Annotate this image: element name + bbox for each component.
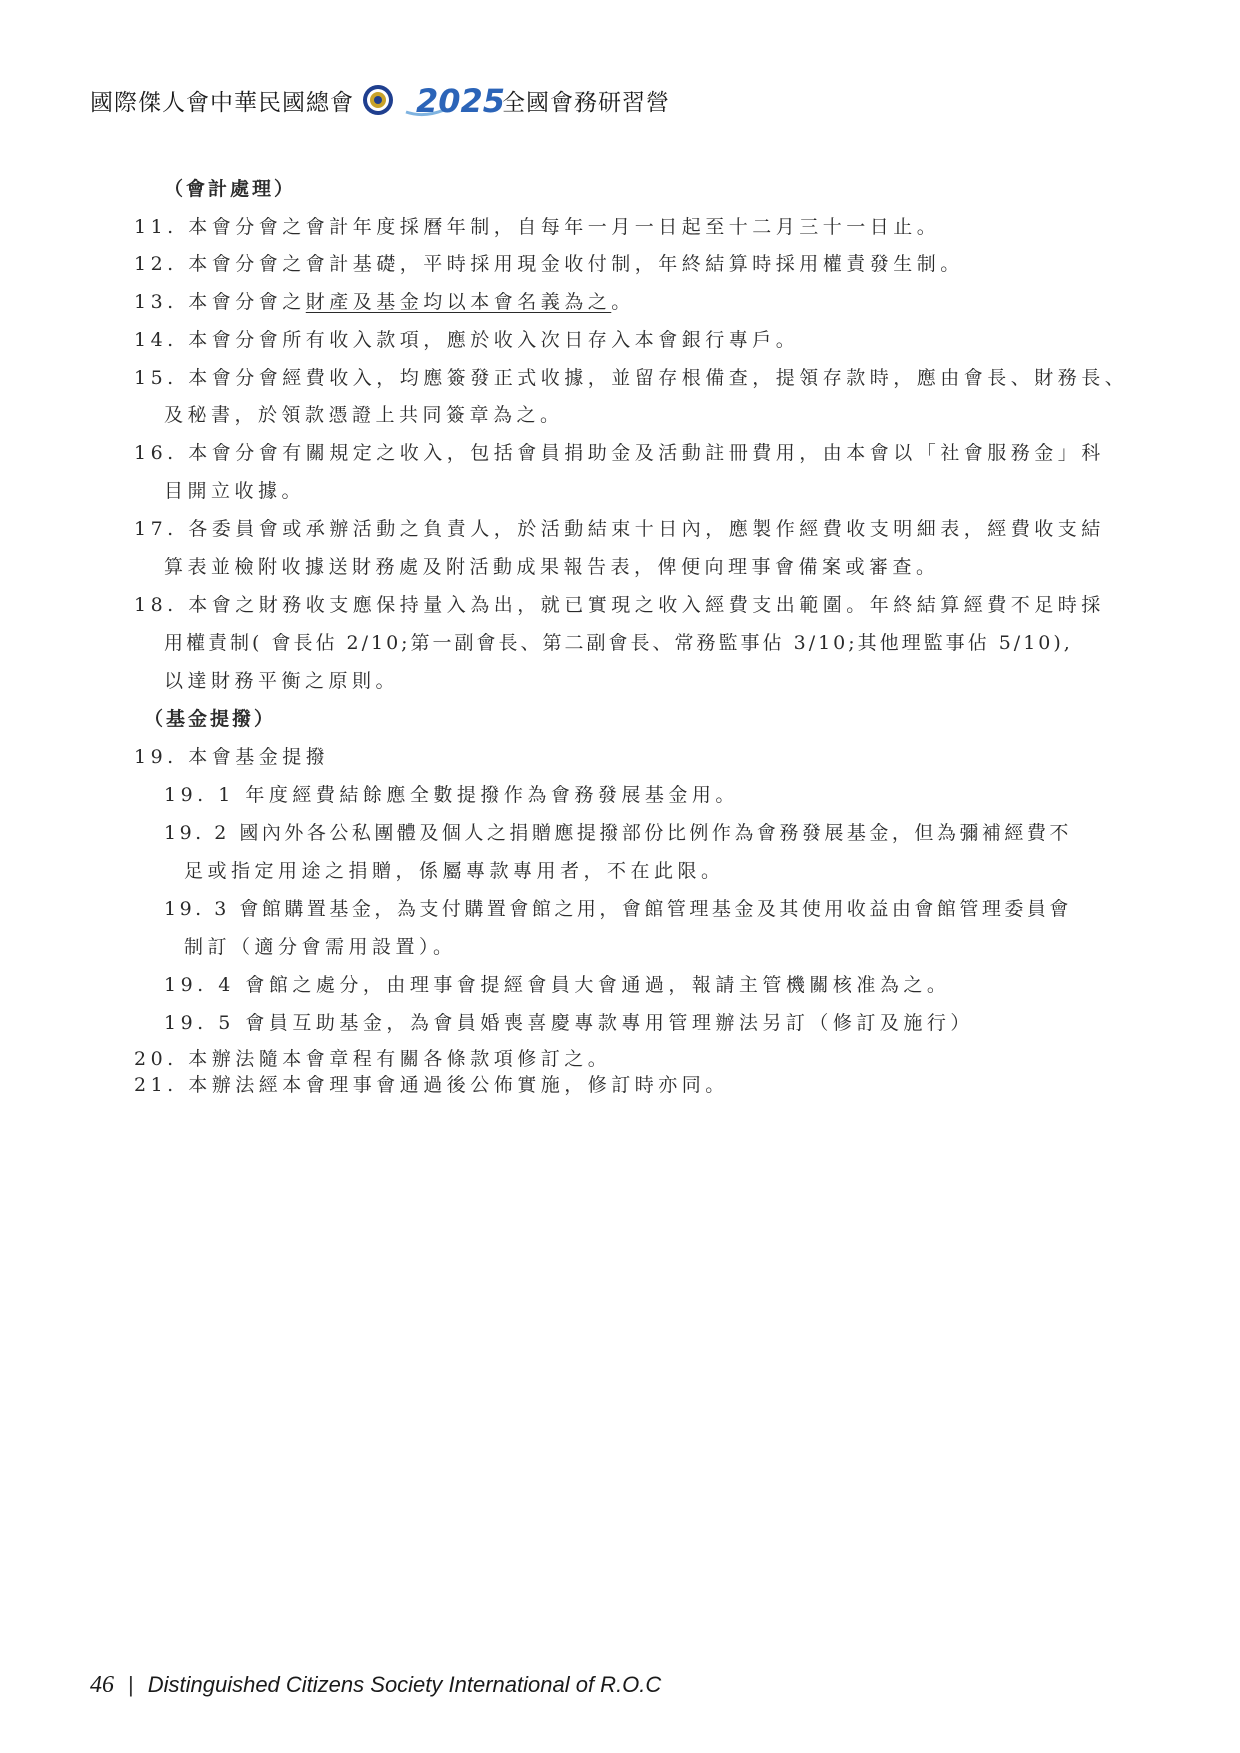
year-logo bbox=[404, 78, 506, 122]
clause-18-line2: 用權責制( 會長佔 2/10;第一副會長、第二副會長、常務監事佔 3/10;其他理監事佔 5/10), bbox=[164, 632, 1073, 654]
clause-13 bbox=[134, 289, 635, 315]
clause-19-3-line1: 19. 3 會館購置基金，為支付購置會館之用，會館管理基金及其使用收益由會館管理委員會 bbox=[164, 898, 1072, 920]
clause-16-line1: 16. 本會分會有關規定之收入，包括會員捐助金及活動註冊費用，由本會以「社會服務金」科 bbox=[134, 442, 1105, 464]
clause-21: 21. 本辦法經本會理事會通過後公佈實施，修訂時亦同。 bbox=[134, 1074, 729, 1096]
event-name: 全國會務研習營 bbox=[502, 89, 670, 116]
clause-19-5: 19. 5 會員互助基金，為會員婚喪喜慶專款專用管理辦法另訂（修訂及施行） bbox=[164, 1012, 974, 1034]
clause-13-text-a: 13. 本會分會之 bbox=[134, 291, 306, 313]
clause-19-2-line2: 足或指定用途之捐贈，係屬專款專用者，不在此限。 bbox=[184, 860, 725, 882]
org-name: 國際傑人會中華民國總會 bbox=[90, 89, 354, 116]
clause-19-4: 19. 4 會館之處分，由理事會提經會員大會通過，報請主管機關核准為之。 bbox=[164, 974, 951, 996]
footer-separator: | bbox=[128, 1672, 134, 1697]
year-logo-text: 2025 bbox=[416, 82, 506, 120]
clause-20: 20. 本辦法隨本會章程有關各條款項修訂之。 bbox=[134, 1048, 612, 1070]
clause-11: 11. 本會分會之會計年度採曆年制，自每年一月一日起至十二月三十一日止。 bbox=[134, 216, 941, 238]
clause-13-underlined: 財產及基金均以本會名義為之 bbox=[305, 291, 612, 313]
clause-15-line2: 及秘書，於領款憑證上共同簽章為之。 bbox=[164, 404, 564, 426]
clause-16-line2: 目開立收據。 bbox=[164, 480, 306, 502]
page-number: 46 bbox=[90, 1672, 114, 1698]
clause-19: 19. 本會基金提撥 bbox=[134, 746, 330, 768]
clause-17-line2: 算表並檢附收據送財務處及附活動成果報告表，俾便向理事會備案或審查。 bbox=[164, 556, 940, 578]
page-footer bbox=[90, 1672, 661, 1699]
footer-org-name: Distinguished Citizens Society International of R.O.C bbox=[147, 1672, 662, 1697]
clause-13-text-b: 。 bbox=[611, 291, 635, 313]
society-emblem-icon bbox=[362, 84, 394, 116]
clause-18-line1: 18. 本會之財務收支應保持量入為出，就已實現之收入經費支出範圍。年終結算經費不足時採 bbox=[134, 594, 1105, 616]
clause-19-3-line2: 制訂（適分會需用設置）。 bbox=[184, 936, 457, 958]
clause-17-line1: 17. 各委員會或承辦活動之負責人，於活動結束十日內，應製作經費收支明細表，經費收支結 bbox=[134, 518, 1105, 540]
clause-18-line3: 以達財務平衡之原則。 bbox=[164, 670, 400, 692]
clause-19-1: 19. 1 年度經費結餘應全數提撥作為會務發展基金用。 bbox=[164, 784, 739, 806]
section-heading-fund: （基金提撥） bbox=[144, 708, 277, 730]
section-heading-accounting: （會計處理） bbox=[164, 178, 297, 200]
clause-15-line1: 15. 本會分會經費收入，均應簽發正式收據，並留存根備查，提領存款時，應由會長、財務長、 bbox=[134, 367, 1129, 389]
clause-12: 12. 本會分會之會計基礎，平時採用現金收付制，年終結算時採用權責發生制。 bbox=[134, 253, 964, 275]
clause-19-2-line1: 19. 2 國內外各公私團體及個人之捐贈應提撥部份比例作為會務發展基金，但為彌補經費不 bbox=[164, 822, 1072, 844]
clause-14: 14. 本會分會所有收入款項，應於收入次日存入本會銀行專戶。 bbox=[134, 329, 800, 351]
page-header bbox=[90, 78, 670, 122]
